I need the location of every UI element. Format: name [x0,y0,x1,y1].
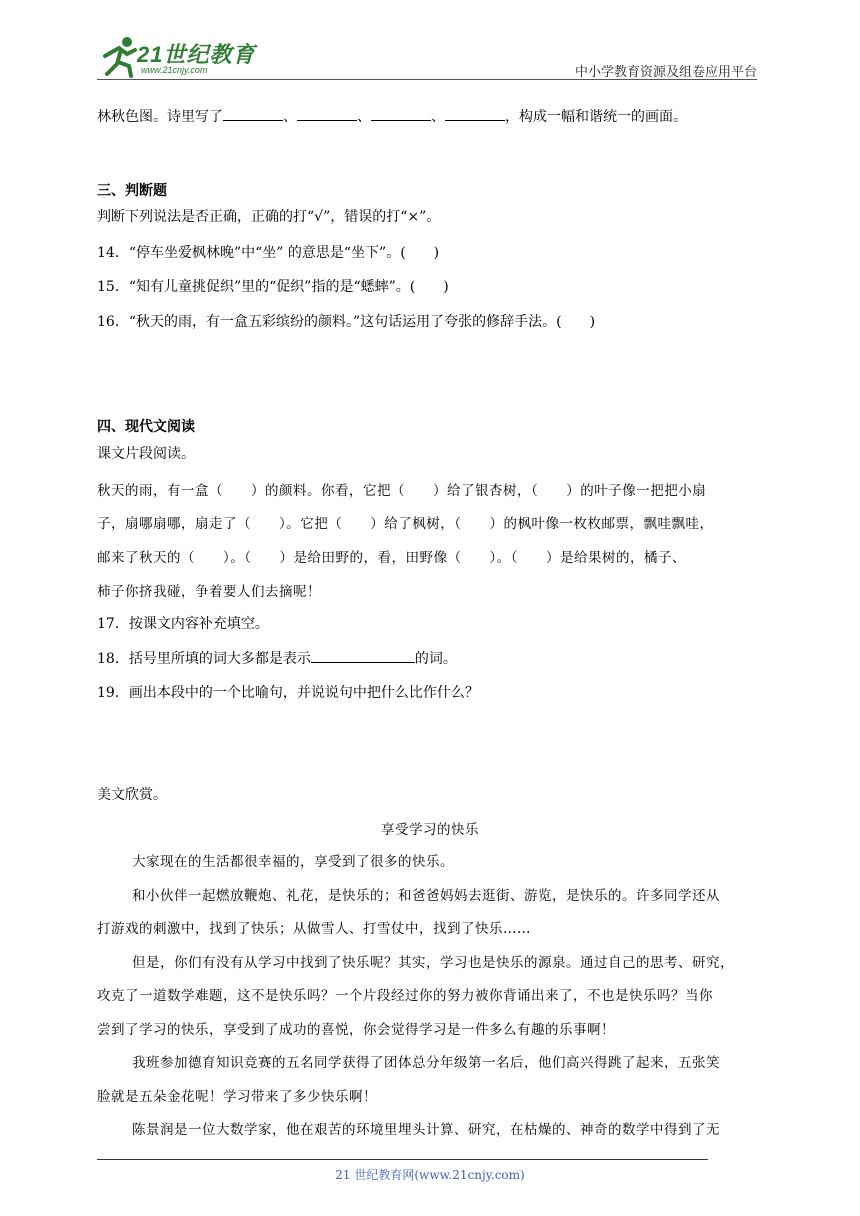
blank-q18[interactable] [311,648,415,663]
essay-line: 但是，你们有没有从学习中找到了快乐呢？其实，学习也是快乐的源泉。通过自己的思考、研究， [132,955,734,971]
essay-intro: 美文欣赏。 [97,787,167,803]
essay-line: 陈景润是一位大数学家，他在艰苦的环境里埋头计算、研究，在枯燥的、神奇的数学中得到了无 [132,1122,720,1138]
question-19: 19．画出本段中的一个比喻句，并说说句中把什么比作什么？ [97,685,479,701]
intro-line [97,106,687,126]
passage-line: 子，扇哪扇哪，扇走了（ ）。它把（ ）给了枫树，（ ）的枫叶像一枚枚邮票，飘哇飘哇， [97,516,714,532]
footer-divider [97,1159,708,1160]
header-platform-name: 中小学教育资源及组卷应用平台 [574,65,757,80]
section3-title: 三、判断题 [97,183,167,199]
question-18-start: 18．括号里所填的词大多都是表示 [97,651,311,667]
essay-line: 脸就是五朵金花呢！学习带来了多少快乐啊！ [97,1089,377,1105]
section4-title: 四、现代文阅读 [97,419,195,435]
passage-line: 邮来了秋天的（ ）。（ ）是给田野的，看，田野像（ ）。（ ）是给果树的，橘子、 [97,550,686,566]
blank-3[interactable] [371,106,431,121]
intro-start: 林秋色图。诗里写了 [97,109,223,125]
question-14: 14．“停车坐爱枫林晚”中“坐” 的意思是“坐下”。( ) [97,245,440,261]
essay-title: 享受学习的快乐 [381,822,479,838]
passage-line: 秋天的雨，有一盒（ ）的颜料。你看，它把（ ）给了银杏树，（ ）的叶子像一把把小扇 [97,483,707,499]
essay-line: 攻克了一道数学难题，这不是快乐吗？一个片段经过你的努力被你背诵出来了，不也是快乐吗？当你 [97,988,713,1004]
essay-line: 和小伙伴一起燃放鞭炮、礼花，是快乐的；和爸爸妈妈去逛街、游览，是快乐的。许多同学还从 [132,888,720,904]
logo-url: www.21cnjy.com [141,65,208,75]
intro-end: ，构成一幅和谐统一的画面。 [505,109,687,125]
question-16: 16．“秋天的雨，有一盒五彩缤纷的颜料。”这句话运用了夸张的修辞手法。( ) [97,314,596,330]
site-logo [97,34,257,80]
section3-instruction: 判断下列说法是否正确，正确的打“√”，错误的打“×”。 [97,209,441,225]
header-divider [97,79,757,80]
essay-line: 打游戏的刺激中，找到了快乐；从做雪人、打雪仗中，找到了快乐…… [97,921,531,937]
footer-link[interactable]: 21 世纪教育网(www.21cnjy.com) [335,1168,525,1182]
logo-text: 21世纪教育 [137,42,256,67]
separator: 、 [431,109,445,125]
separator: 、 [283,109,297,125]
question-18-end: 的词。 [414,651,457,667]
essay-line: 我班参加德育知识竞赛的五名同学获得了团体总分年级第一名后，他们高兴得跳了起来，五张笑 [132,1055,720,1071]
blank-2[interactable] [297,106,357,121]
section4-subtitle: 课文片段阅读。 [97,446,195,462]
essay-line: 大家现在的生活都很幸福的，享受到了很多的快乐。 [132,854,454,870]
blank-1[interactable] [223,106,283,121]
essay-line: 尝到了学习的快乐，享受到了成功的喜悦，你会觉得学习是一件多么有趣的乐事啊！ [97,1022,615,1038]
question-15: 15．“知有儿童挑促织”里的“促织”指的是“蟋蟀”。( ) [97,279,449,295]
separator: 、 [357,109,371,125]
blank-4[interactable] [445,106,505,121]
question-18 [97,648,457,668]
runner-icon [97,34,141,78]
passage-line: 柿子你挤我碰，争着要人们去摘呢！ [97,584,321,600]
question-17: 17．按课文内容补充填空。 [97,616,269,632]
